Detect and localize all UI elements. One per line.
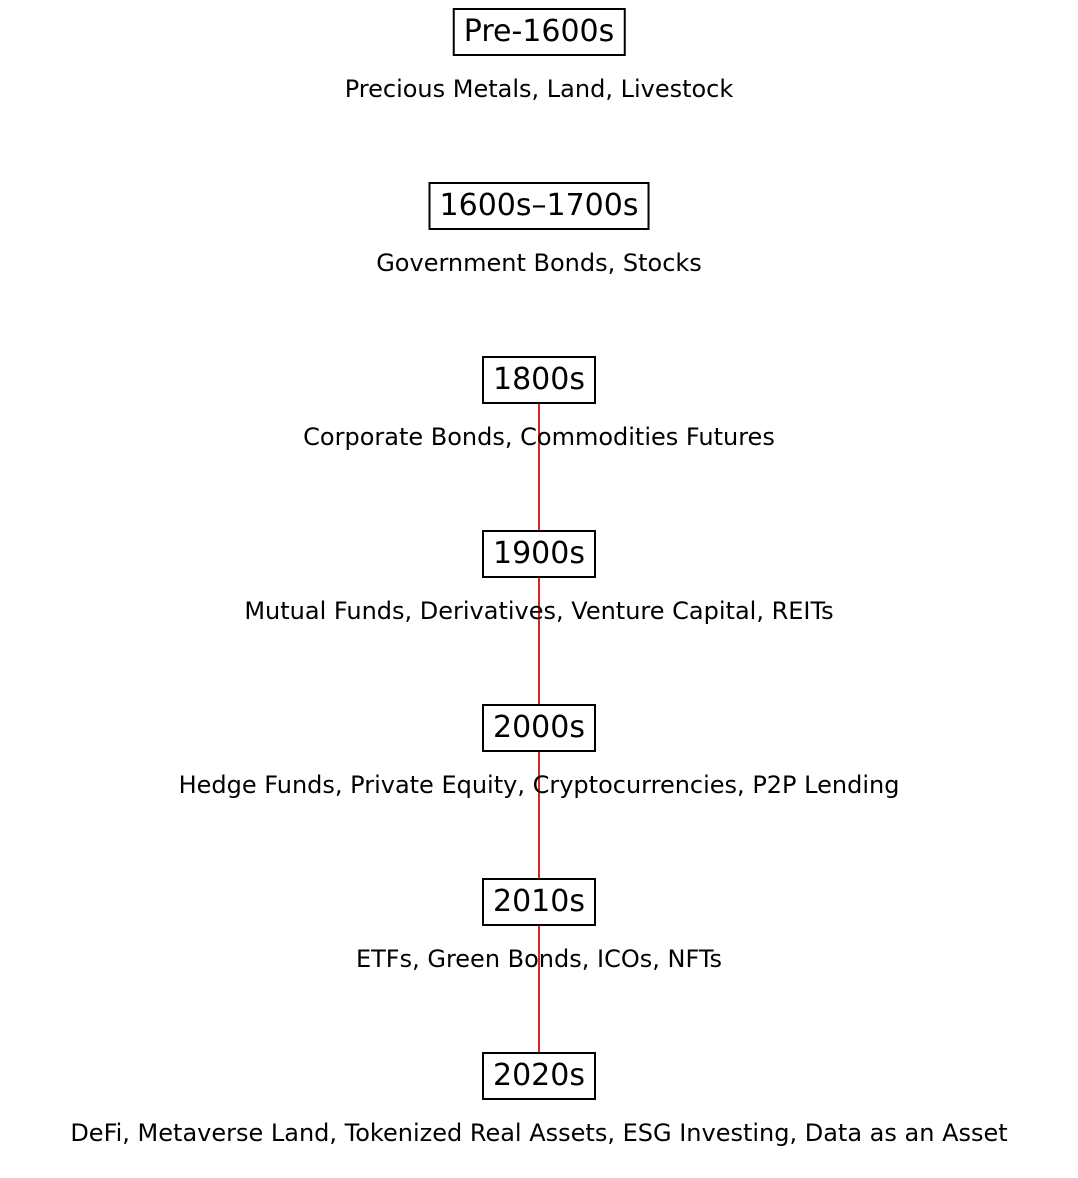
era-assets-label: ETFs, Green Bonds, ICOs, NFTs [355,945,723,973]
era-assets-label: Government Bonds, Stocks [376,249,702,277]
era-box: 2020s [482,1052,596,1100]
era-box: 2000s [482,704,596,752]
era-box: 1900s [482,530,596,578]
era-box: 2010s [482,878,596,926]
era-assets-label: Corporate Bonds, Commodities Futures [303,423,775,451]
era-box: Pre-1600s [453,8,626,56]
era-assets-label: Hedge Funds, Private Equity, Cryptocurrencies, P2P Lending [178,771,900,799]
era-assets-label: Precious Metals, Land, Livestock [344,75,734,103]
era-assets-label: Mutual Funds, Derivatives, Venture Capital, REITs [244,597,834,625]
era-box: 1800s [482,356,596,404]
era-assets-label: DeFi, Metaverse Land, Tokenized Real Assets, ESG Investing, Data as an Asset [70,1119,1008,1147]
era-box: 1600s–1700s [429,182,650,230]
